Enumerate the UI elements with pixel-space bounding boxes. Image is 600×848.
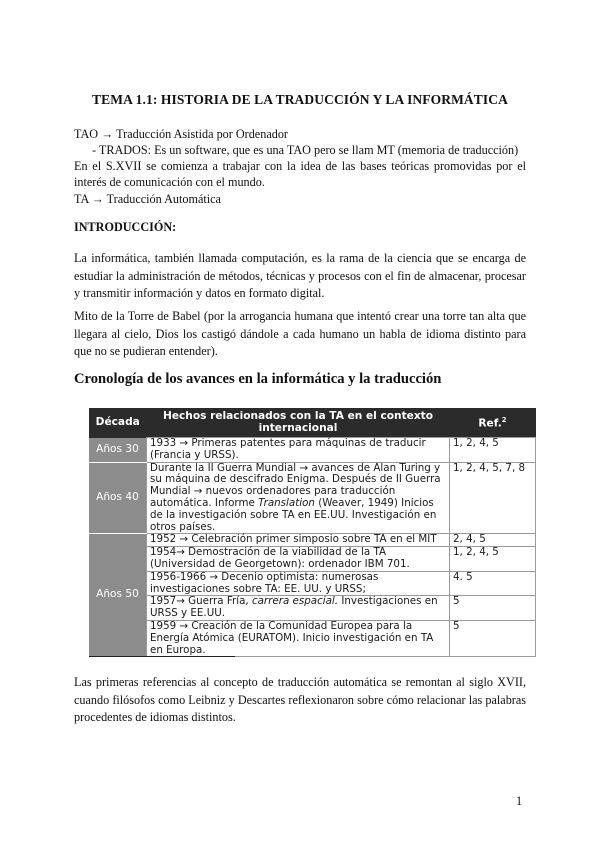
ref-cell: 1, 2, 4, 5: [450, 438, 536, 463]
ref-cell: 5: [450, 596, 536, 621]
header-ref-label: Ref.: [478, 417, 502, 430]
event-cell: 1933 → Primeras patentes para máquinas de traducir (Francia y URSS).: [147, 438, 450, 463]
decade-cell: Años 50: [89, 534, 147, 657]
page-title: TEMA 1.1: HISTORIA DE LA TRADUCCIÓN Y LA INFORMÁTICA: [92, 92, 508, 107]
cronologia-table: [89, 408, 536, 657]
babel-paragraph: Mito de la Torre de Babel (por la arrogancia humana que intentó crear una torre tan alta que llegara al cielo, Dios los castigó dándole a cada humano un habla de idioma distinto para que no se pudieran entender).: [74, 309, 526, 358]
event-emphasis: carrera espacial.: [251, 595, 339, 608]
header-ref: [450, 408, 536, 438]
footnote-separator: [89, 656, 235, 657]
table-row: [89, 534, 536, 547]
event-text: Durante la II Guerra Mundial → avances de Alan Turing y su máquina de descifrado Enigma. Después de II Guerra Mundial → nuevos ordenadores para traducción automática. Informe: [150, 461, 441, 509]
table-header-row: [89, 408, 536, 438]
informatica-paragraph: La informática, también llamada computación, es la rama de la ciencia que se encarga de estudiar la administración de métodos, técnicas y procesos con el fin de almacenar, procesar y transmitir información y datos en formato digital.: [74, 251, 526, 300]
event-cell: 1956-1966 → Decenio optimista: numerosas investigaciones sobre TA: EE. UU. y URSS;: [147, 571, 450, 596]
ref-cell: 2, 4, 5: [450, 534, 536, 547]
event-text: (Weaver, 1949) Inicios de la investigación sobre TA en EE.UU. Investigación en otros países.: [150, 496, 437, 533]
ref-cell: 1, 2, 4, 5: [450, 547, 536, 572]
event-cell: 1959 → Creación de la Comunidad Europea para la Energía Atómica (EURATOM). Inicio investigación en TA en Europa.: [147, 620, 450, 656]
table-row: [89, 462, 536, 534]
table-row: [89, 596, 536, 621]
decade-cell: Años 40: [89, 462, 147, 534]
table-row: [89, 547, 536, 572]
sxvii-paragraph: En el S.XVII se comienza a trabajar con la idea de las bases teóricas promovidas por el interés de comunicación con el mundo.: [74, 159, 526, 189]
event-cell: [147, 462, 450, 534]
cronologia-heading: Cronología de los avances en la informática y la traducción: [74, 371, 442, 387]
footnote-marker: 2: [501, 415, 507, 424]
table-row: [89, 438, 536, 463]
introduccion-heading: INTRODUCCIÓN:: [74, 220, 177, 234]
event-text: 1957→ Guerra Fría,: [150, 595, 252, 608]
event-cell: 1952 → Celebración primer simposio sobre TA en el MIT: [147, 534, 450, 547]
table-row: [89, 620, 536, 656]
table-row: [89, 571, 536, 596]
header-decada: Década: [89, 408, 147, 438]
event-cell: 1954→ Demostración de la viabilidad de la TA (Universidad de Georgetown): ordenador IBM 701.: [147, 547, 450, 572]
event-cell: [147, 596, 450, 621]
event-text: Investigaciones en URSS y EE.UU.: [150, 595, 438, 620]
ref-cell: 4. 5: [450, 571, 536, 596]
closing-paragraph: Las primeras referencias al concepto de traducción automática se remontan al siglo XVII, cuando filósofos como Leibniz y Descartes reflexionaron sobre cómo relacionar las palabras procedentes de idiomas distintos.: [74, 675, 526, 724]
ref-cell: 1, 2, 4, 5, 7, 8: [450, 462, 536, 534]
event-emphasis: Translation: [258, 496, 315, 509]
header-hechos: Hechos relacionados con la TA en el contexto internacional: [147, 408, 450, 438]
ta-line: TA → Traducción Automática: [74, 192, 221, 206]
ref-cell: 5: [450, 620, 536, 656]
tao-line: TAO → Traducción Asistida por Ordenador: [74, 127, 288, 141]
decade-cell: Años 30: [89, 438, 147, 463]
page-number: 1: [516, 794, 523, 808]
trados-bullet: - TRADOS: Es un software, que es una TAO pero se llam MT (memoria de traducción): [92, 143, 519, 157]
